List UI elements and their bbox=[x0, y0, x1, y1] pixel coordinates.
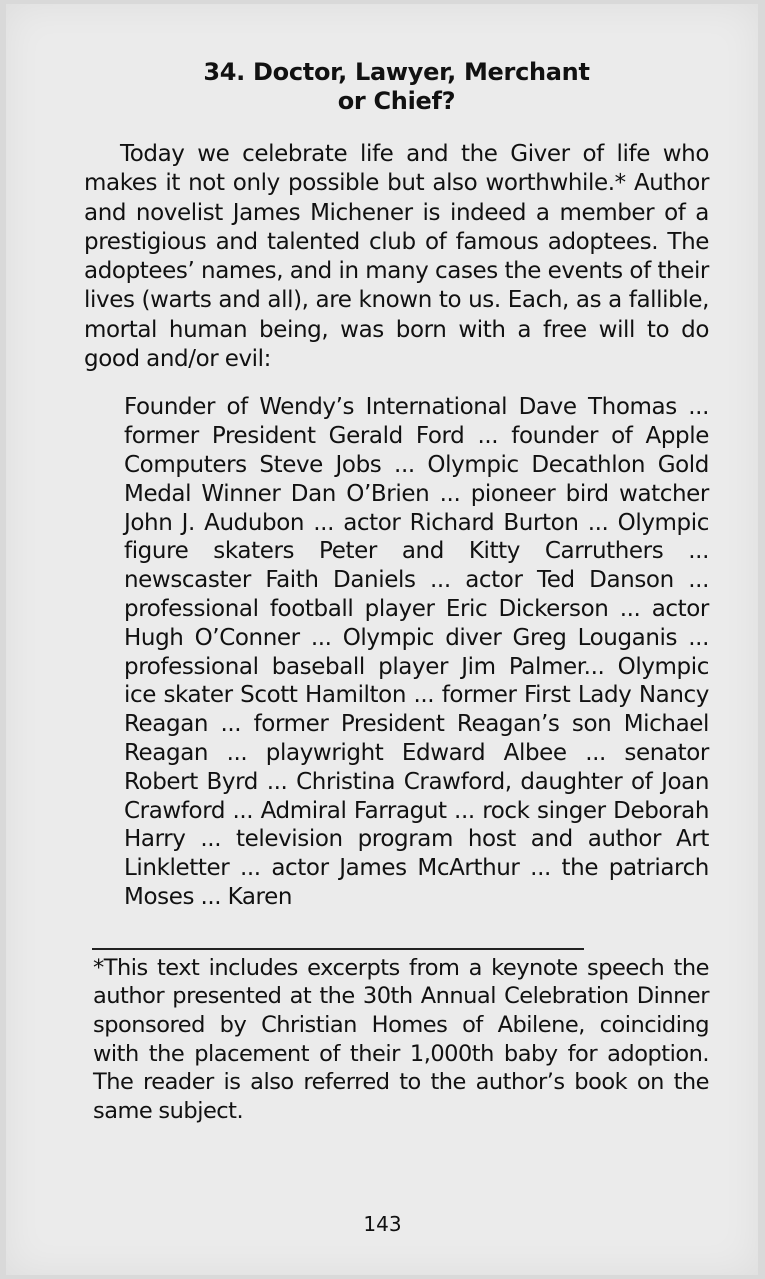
page-content bbox=[84, 58, 709, 1125]
page-number: 143 bbox=[363, 1212, 402, 1236]
intro-paragraph: Today we celebrate life and the Giver of life who makes it not only possible but also worthwhile.* Author and novelist James Michener is indeed a member of a prestigious and talented club of famous adoptees. The adoptees’ names, and in many cases the events of their lives (warts and all), are known to us. Each, as a fallible, mortal human being, was born with a free will to do good and/or evil: bbox=[84, 141, 709, 373]
footnote-text: *This text includes excerpts from a keynote speech the author presented at the 30th Annual Celebration Dinner sponsored by Christian Homes of Abilene, coinciding with the placement of their 1,000th baby for adoption. The reader is also referred to the author’s book on the same subject. bbox=[93, 954, 709, 1124]
chapter-title-line-2: or Chief? bbox=[337, 87, 456, 115]
chapter-title bbox=[84, 58, 709, 116]
chapter-title-line-1: 34. Doctor, Lawyer, Merchant bbox=[203, 58, 590, 86]
adoptee-list-paragraph: Founder of Wendy’s International Dave Thomas ... former President Gerald Ford ... founder of Apple Computers Steve Jobs ... Olympic Decathlon Gold Medal Winner Dan O’Brien ... pioneer bird watcher John J. Audubon ... actor Richard Burton ... Olympic figure skaters Peter and Kitty Carruthers ... newscaster Faith Daniels ... actor Ted Danson ... professional football player Eric Dickerson ... actor Hugh O’Conner ... Olympic diver Greg Louganis ... professional baseball player Jim Palmer... Olympic ice skater Scott Hamilton ... former First Lady Nancy Reagan ... former President Reagan’s son Michael Reagan ... playwright Edward Albee ... senator Robert Byrd ... Christina Crawford, daughter of Joan Crawford ... Admiral Farragut ... rock singer Deborah Harry ... television program host and author Art Linkletter ... actor James McArthur ... the patriarch Moses ... Karen bbox=[124, 394, 709, 910]
footnote-divider bbox=[92, 948, 584, 950]
